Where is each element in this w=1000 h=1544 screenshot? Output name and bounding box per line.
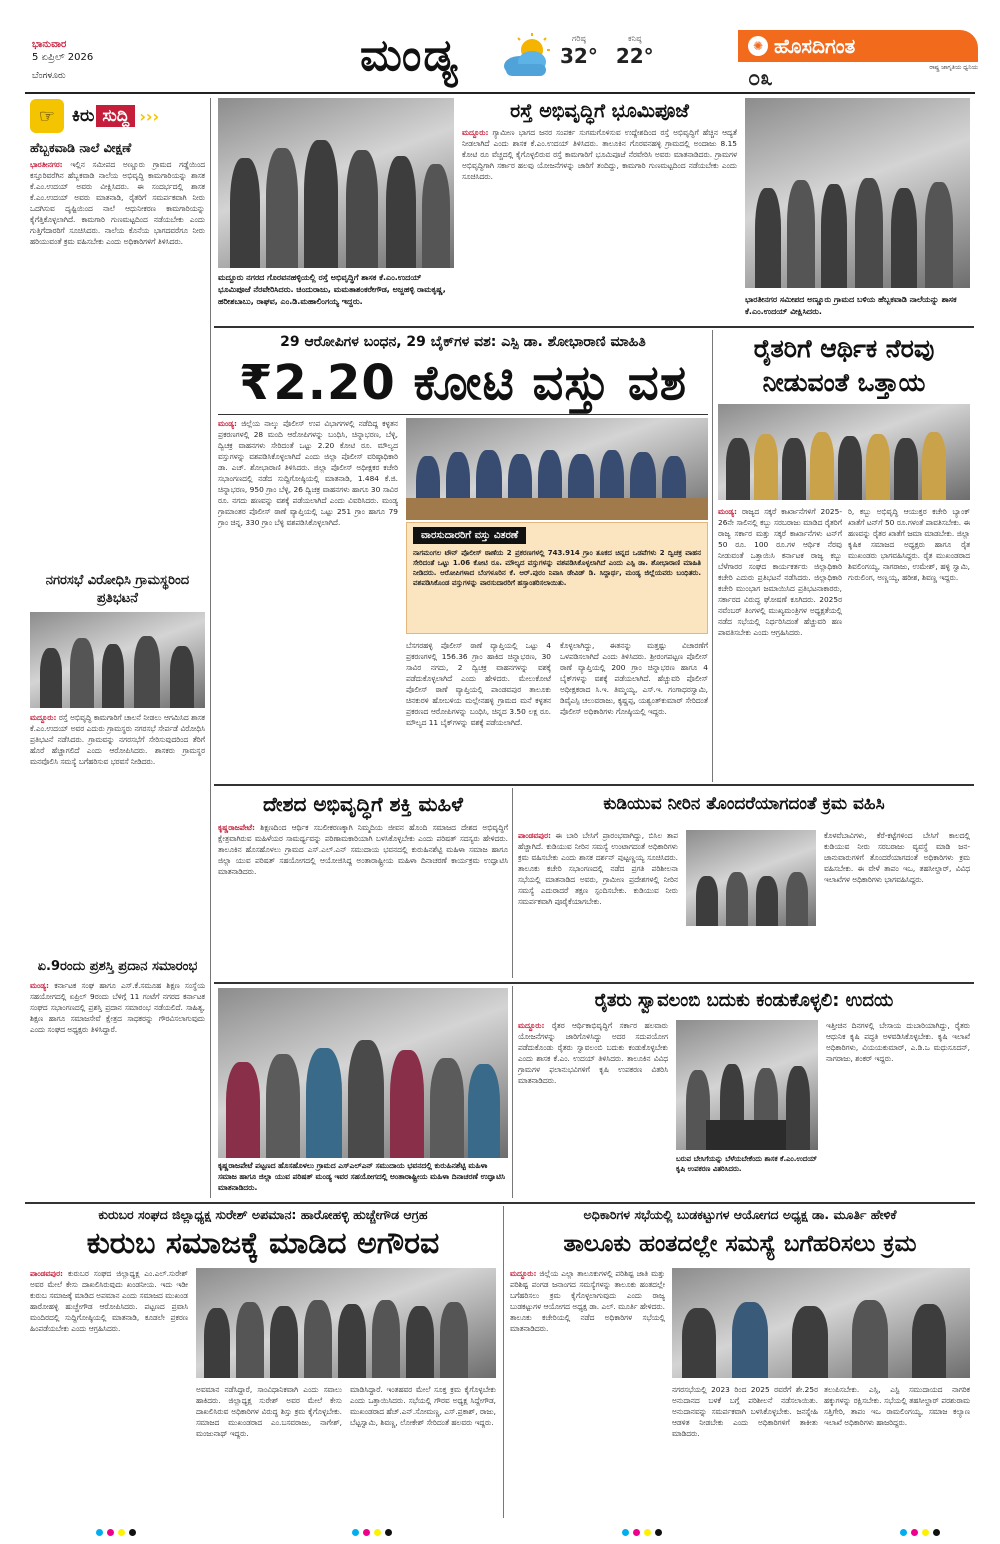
protest-photo: [30, 612, 205, 708]
brief-award: ಏ.9ರಂದು ಪ್ರಶಸ್ತಿ ಪ್ರದಾನ ಸಮಾರಂಭ ಮಂಡ್ಯ: ಕರ್ನಾಟಕ ಸಂಘ ಹಾಗೂ ಎಸ್.ಕೆ.ಸಮೂಹ ಶಿಕ್ಷಣ ಸಂಸ್ಥೆಯ ಸಹಯೋಗದಲ್ಲಿ ಏಪ್ರಿಲ್ 9ರಂದು ಬೆಳಿಗ್ಗೆ 11 ಗಂಟೆಗೆ ನಗರದ ಕರ್ನಾಟಕ ಸಂಘದ ಸಭಾಂಗಣದಲ್ಲಿ ಪ್ರಶಸ್ತಿ ಪ್ರದಾನ ಸಮಾರಂಭ ನಡೆಯಲಿದೆ. ಸಾಹಿತ್ಯ, ಶಿಕ್ಷಣ ಹಾಗೂ ಸಮಾಜಸೇವೆ ಕ್ಷೇತ್ರದ ಸಾಧಕರನ್ನು ಗೌರವಿಸಲಾಗುವುದು ಎಂದು ಸಂಘದ ಅಧ್ಯಕ್ಷರು ತಿಳಿಸಿದ್ದಾರೆ.: [30, 959, 205, 1034]
brief-title: ಹೆಬ್ಬಕವಾಡಿ ನಾಲೆ ವೀಕ್ಷಣೆ: [30, 140, 132, 155]
row-divider: [25, 1202, 975, 1204]
story-women: ದೇಶದ ಅಭಿವೃದ್ಧಿಗೆ ಶಕ್ತಿ ಮಹಿಳೆ ಕೃಷ್ಣರಾಜಪೇಟೆ: ಶಿಕ್ಷಣದಿಂದ ಆರ್ಥಿಕ ಸಬಲೀಕರಣಕ್ಕಾಗಿ ನಿಮ್ಮದಿಯ ಜೀವನ ಹೊಂದಿ ಸಮಾಜದ ದೇಶದ ಅಭಿವೃದ್ಧಿಗೆ ಕ್ಷೇತ್ರವಾಗಿರುವ ಮಹಿಳೆಯರ ಸಾಮರ್ಥ್ಯವನ್ನು ಪರಿಣಾಮಕಾರಿಯಾಗಿ ಬಳಸಿಕೊಳ್ಳಬೇಕು ಎಂದು ಪರಿಷತ್ ಸದಸ್ಯರು ಹೇಳಿದರು. ತಾಲೂಕಿನ ಹೊಸಹೊಳಲು ಗ್ರಾಮದ ಎಸ್.ಎಲ್.ಎನ್ ಸಮುದಾಯ ಭವನದಲ್ಲಿ ಕುರುಹಿನಶೆಟ್ಟಿ ಮಹಿಳಾ ಸಮಾಜ ಹಾಗೂ ಜಿಲ್ಲಾ ಯುವ ಪರಿಷತ್ ಸಹಯೋಗದಲ್ಲಿ ಆಯೋಜಿಸಿದ್ದ ಅಂತಾರಾಷ್ಟ್ರೀಯ ಮಹಿಳಾ ದಿನಾಚರಣೆ ಕಾರ್ಯಕ್ರಮ ಉದ್ಘಾಟಿಸಿ ಮಾತನಾಡಿದರು.: [218, 792, 508, 876]
story-body: ಜಿಲ್ಲೆಯ ಎಲ್ಲಾ ತಾಲೂಕುಗಳಲ್ಲಿ ಪರಿಶಿಷ್ಟ ಜಾತಿ ಮತ್ತು ಪರಿಶಿಷ್ಟ ಪಂಗಡ ಜನಾಂಗದ ಸಮಸ್ಯೆಗಳನ್ನು ತಾಲೂಕು ಹಂತದಲ್ಲೇ ಬಗೆಹರಿಸಲು ಕ್ರಮ ಕೈಗೊಳ್ಳಲಾಗುವುದು ಎಂದು ರಾಜ್ಯ ಬುಡಕಟ್ಟುಗಳ ಆಯೋಗದ ಅಧ್ಯಕ್ಷ ಡಾ. ಎಲ್. ಮೂರ್ತಿ ಹೇಳಿದರು. ತಾಲೂಕು ಕಚೇರಿಯಲ್ಲಿ ನಡೆದ ಅಧಿಕಾರಿಗಳ ಸಭೆಯಲ್ಲಿ ಮಾತನಾಡಿದರು.: [510, 1269, 665, 1333]
brief-hebbakavadi: ಹೆಬ್ಬಕವಾಡಿ ನಾಲೆ ವೀಕ್ಷಣೆ ಭಾರತೀನಗರ: ಇಲ್ಲಿನ ಸಮೀಪದ ಅಣ್ಣೂರು ಗ್ರಾಮದ ಗಡ್ಡೆಯಿಂದ ಕಸ್ತೂರಿವರೆಗಿನ ಹೆಬ್ಬಕವಾಡಿ ನಾಲೆಯ ಅಭಿವೃದ್ಧಿ ಕಾಮಗಾರಿಯನ್ನು ಶಾಸಕ ಕೆ.ಎಂ.ಉದಯ್ ಅವರು ವೀಕ್ಷಿಸಿದರು. ಈ ಸಂದರ್ಭದಲ್ಲಿ ಶಾಸಕ ಕೆ.ಎಂ.ಉದಯ್ ಅವರು ಮಾತನಾಡಿ, ರೈತರಿಗೆ ಸಮರ್ಪಕವಾಗಿ ನೀರು ಒದಗಿಸುವ ದೃಷ್ಟಿಯಿಂದ ನಾಲೆ ಆಧುನೀಕರಣ ಕಾಮಗಾರಿಯನ್ನು ಕೈಗೆತ್ತಿಕೊಳ್ಳಲಾಗಿದೆ. ಕಾಮಗಾರಿ ಗುಣಮಟ್ಟದಿಂದ ನಡೆಯಬೇಕು ಎಂದು ಗುತ್ತಿಗೆದಾರರಿಗೆ ಸೂಚಿಸಿದರು. ನಾಲೆಯ ಕೊನೆಯ ಭಾಗದವರೆಗೂ ನೀರು ಹರಿಯುವಂತೆ ಕ್ರಮ ವಹಿಸಬೇಕು ಎಂದು ಅಧಿಕಾರಿಗಳಿಗೆ ತಿಳಿಸಿದರು.: [30, 140, 205, 246]
sun-cloud-icon: [498, 32, 558, 82]
road-puja-photo: [218, 98, 454, 268]
temperature-block: [560, 34, 654, 68]
canal-photo-caption: ಭಾರತೀನಗರ ಸಮೀಪದ ಅಣ್ಣೂರು ಗ್ರಾಮದ ಬಳಿಯ ಹೆಬ್ಬಕವಾಡಿ ನಾಲೆಯನ್ನು ಶಾಸಕ ಕೆ.ಎಂ.ಉದಯ್ ವೀಕ್ಷಿಸಿದರು.: [745, 295, 957, 316]
officers-meeting-photo: [672, 1268, 970, 1378]
story-title: ರೈತರಿಗೆ ಆರ್ಥಿಕ ನೆರವು ನೀಡುವಂತೆ ಒತ್ತಾಯ: [753, 334, 935, 397]
story-body: ರಾಜ್ಯದ ಸಕ್ಕರೆ ಕಾರ್ಖಾನೆಗಳಿಗೆ 2025-26ನೇ ಸಾಲಿನಲ್ಲಿ ಕಬ್ಬು ಸರಬರಾಜು ಮಾಡಿದ ರೈತರಿಗೆ ರಾಜ್ಯ ಸರ್ಕಾರ ಮತ್ತು ಸಕ್ಕರೆ ಕಾರ್ಖಾನೆಗಳು ಟನ್‌ಗೆ 50 ರೂ. 100 ರೂ.ಗಳ ಆರ್ಥಿಕ ನೆರವು ನೀಡುವಂತೆ ಒತ್ತಾಯಿಸಿ ಕರ್ನಾಟಕ ರಾಜ್ಯ ಕಬ್ಬು ಬೆಳೆಗಾರರ ಸಂಘದ ಕಾರ್ಯಕರ್ತರು ಜಿಲ್ಲಾಧಿಕಾರಿ ಕಚೇರಿ ಎದುರು ಪ್ರತಿಭಟನೆ ನಡೆಸಿದರು. ಜಿಲ್ಲಾಧಿಕಾರಿ ಕಚೇರಿ ಮುಂಭಾಗ ಜಮಾಯಿಸಿದ ಪ್ರತಿಭಟನಾಕಾರರು, ಸರ್ಕಾರದ ವಿರುದ್ಧ ಘೋಷಣೆ ಕೂಗಿದರು. 2025ರ ನವೆಂಬರ್ ತಿಂಗಳಲ್ಲಿ ಮುಖ್ಯಮಂತ್ರಿಗಳ ಅಧ್ಯಕ್ಷತೆಯಲ್ಲಿ ನಡೆದ ಸಭೆಯಲ್ಲಿ ನಿರ್ಧರಿಸಿದಂತೆ ಹೆಚ್ಚುವರಿ ಹಣ ಪಾವತಿಸಬೇಕು ಎಂದು ಆಗ್ರಹಿಸಿದರು.: [718, 507, 842, 637]
story-body: ಈ ಬಾರಿ ಬೇಸಿಗೆ ಪ್ರಾರಂಭವಾಗಿದ್ದು, ಬಿಸಿಲ ತಾಪ ಹೆಚ್ಚಾಗಿದೆ. ಕುಡಿಯುವ ನೀರಿನ ಸಮಸ್ಯೆ ಉಂಟಾಗದಂತೆ ಅಧಿಕಾರಿಗಳು ಕ್ರಮ ವಹಿಸಬೇಕು ಎಂದು ಶಾಸಕ ದರ್ಶನ್ ಪುಟ್ಟಣ್ಣಯ್ಯ ಸೂಚಿಸಿದರು. ತಾಲೂಕು ಕಚೇರಿ ಸಭಾಂಗಣದಲ್ಲಿ ನಡೆದ ಪ್ರಗತಿ ಪರಿಶೀಲನಾ ಸಭೆಯಲ್ಲಿ ಮಾತನಾಡಿದ ಅವರು, ಗ್ರಾಮೀಣ ಪ್ರದೇಶಗಳಲ್ಲಿ ನೀರಿನ ಸಮಸ್ಯೆ ಎದುರಾದರೆ ತಕ್ಷಣ ಸ್ಪಂದಿಸಬೇಕು. ಕುಡಿಯುವ ನೀರು ಸಮರ್ಪಕವಾಗಿ ಪೂರೈಕೆಯಾಗಬೇಕು.: [518, 831, 678, 906]
lamp-icon: ✺: [748, 36, 768, 56]
story-title: ದೇಶದ ಅಭಿವೃದ್ಧಿಗೆ ಶಕ್ತಿ ಮಹಿಳೆ: [263, 792, 463, 816]
story-title: ಕುರುಬ ಸಮಾಜಕ್ಕೆ ಮಾಡಿದ ಅಗೌರವ: [86, 1226, 440, 1261]
registration-marks: [622, 1529, 662, 1536]
page-number: ೦೩: [748, 66, 773, 91]
road-photo-caption: ಮದ್ದೂರು ನಗರದ ಗೊರವನಹಳ್ಳಿಯಲ್ಲಿ ರಸ್ತೆ ಅಭಿವೃದ್ಧಿಗೆ ಶಾಸಕ ಕೆ.ಎಂ.ಉದಯ್ ಭೂಮಿಪೂಜೆ ನೆರವೇರಿಸಿದರು. ಚಿಂದುರಾಜು, ಮಮತಾಶಂಕರೇಗೌಡ, ಅಜ್ಜಹಳ್ಳಿ ರಾಮಕೃಷ್ಣ, ಹರೀಶಬಾಬು, ರಾಘವ, ಎಂ.ಡಿ.ಮಹಾಲಿಂಗಯ್ಯ ಇದ್ದರು.: [218, 273, 446, 306]
box-title: ವಾರಸುದಾರರಿಗೆ ವಸ್ತು ವಿತರಣೆ: [413, 527, 526, 544]
date-label: 5 ಏಪ್ರಿಲ್ 2026: [32, 52, 94, 63]
seizure-col-2: [406, 640, 551, 780]
equipment-photo-caption: ಬರುವ ಬೇಸಿಗೆಯನ್ನು ಬೆಳೆಯಬೇಕೆಂದು ಶಾಸಕ ಕೆ.ಎಂ.ಉದಯ್ ಕೃಷಿ ಉಪಕರಣ ವಿತರಿಸಿದರು.: [676, 1155, 818, 1173]
chevron-right-icon: ›››: [139, 106, 160, 126]
story-body: ಗ್ಯಾಮೀಣ ಭಾಗದ ಜನರ ಸಂಪರ್ಕ ಸುಗಮಗೊಳಿಸುವ ಉದ್ದೇಶದಿಂದ ರಸ್ತೆ ಅಭಿವೃದ್ಧಿಗೆ ಹೆಚ್ಚಿನ ಆದ್ಯತೆ ನೀಡಲಾಗಿದೆ ಎಂದು ಶಾಸಕ ಕೆ.ಎಂ.ಉದಯ್ ತಿಳಿಸಿದರು. ತಾಲೂಕಿನ ಗೊರವನಹಳ್ಳಿ ಗ್ರಾಮದಲ್ಲಿ ಅಂದಾಜು 8.15 ಕೋಟಿ ರೂ ವೆಚ್ಚದಲ್ಲಿ ಕೈಗೊಳ್ಳಲಿರುವ ರಸ್ತೆ ಕಾಮಗಾರಿಗೆ ಭೂಮಿಪೂಜೆ ನೆರವೇರಿಸಿ ಅವರು ಮಾತನಾಡಿದರು. ಗ್ರಾಮಗಳ ಅಭಿವೃದ್ಧಿಗಾಗಿ ಸರ್ಕಾರ ಹಲವು ಯೋಜನೆಗಳನ್ನು ಜಾರಿಗೆ ತಂದಿದ್ದು, ಕಾಮಗಾರಿ ಗುಣಮಟ್ಟದಿಂದ ನಡೆಯಬೇಕು ಎಂದು ಸೂಚಿಸಿದರು.: [462, 128, 737, 181]
brief-protest: ನಗರಸಭೆ ವಿರೋಧಿಸಿ ಗ್ರಾಮಸ್ಥರಿಂದ ಪ್ರತಿಭಟನೆ ಮದ್ದೂರು: ರಸ್ತೆ ಅಭಿವೃದ್ಧಿ ಕಾಮಗಾರಿಗೆ ಚಾಲನೆ ನೀಡಲು ಆಗಮಿಸಿದ ಶಾಸಕ ಕೆ.ಎಂ.ಉದಯ್ ಅವರ ಎದುರು ಗ್ರಾಮಸ್ಥರು ನಗರಸಭೆ ಸೇರ್ಪಡೆ ವಿರೋಧಿಸಿ ಪ್ರತಿಭಟನೆ ನಡೆಸಿದರು. ಗ್ರಾಮವನ್ನು ನಗರಸಭೆಗೆ ಸೇರಿಸುವುದರಿಂದ ತೆರಿಗೆ ಹೊರೆ ಹೆಚ್ಚಾಗಲಿದೆ ಎಂದು ಆರೋಪಿಸಿದರು. ಶಾಸಕರು ಗ್ರಾಮಸ್ಥರ ಮನವೊಲಿಸಿ ಸಮಸ್ಯೆ ಬಗೆಹರಿಸುವ ಭರವಸೆ ನೀಡಿದರು.: [30, 573, 205, 766]
story-water: [518, 790, 970, 818]
seizure-col-1: ಮಂಡ್ಯ: ಜಿಲ್ಲೆಯ ನಾಲ್ಕು ಪೊಲೀಸ್ ಉಪ ವಿಭಾಗಗಳಲ್ಲಿ ನಡೆದಿದ್ದ ಕಳ್ಳತನ ಪ್ರಕರಣಗಳಲ್ಲಿ 28 ಮಂದಿ ಆರೋಪಿಗಳನ್ನು ಬಂಧಿಸಿ, ಚಿನ್ನಾಭರಣ, ಬೆಳ್ಳಿ, ದ್ವಿಚಕ್ರ ವಾಹನಗಳು ಸೇರಿದಂತೆ ಒಟ್ಟು 2.20 ಕೋಟಿ ರೂ. ಮೌಲ್ಯದ ವಸ್ತುಗಳನ್ನು ವಶಪಡಿಸಿಕೊಳ್ಳಲಾಗಿದೆ ಎಂದು ಜಿಲ್ಲಾ ಪೊಲೀಸ್ ವರಿಷ್ಠಾಧಿಕಾರಿ ಡಾ. ಎಚ್. ಶೋಭಾರಾಣಿ ತಿಳಿಸಿದರು. ಜಿಲ್ಲಾ ಪೊಲೀಸ್ ಅಧೀಕ್ಷಕರ ಕಚೇರಿ ಸಭಾಂಗಣದಲ್ಲಿ ನಡೆದ ಸುದ್ದಿಗೋಷ್ಠಿಯಲ್ಲಿ ಮಾತನಾಡಿ, 1.484 ಕೆ.ಜಿ. ಚಿನ್ನಾಭರಣ, 950 ಗ್ರಾಂ ಬೆಳ್ಳಿ, 26 ದ್ವಿಚಕ್ರ ವಾಹನಗಳು ಹಾಗೂ 30 ಸಾವಿರ ರೂ. ನಗದು ಹಣವನ್ನು ವಶಕ್ಕೆ ಪಡೆಯಲಾಗಿದೆ ಎಂದು ವಿವರಿಸಿದರು. ಮಂಡ್ಯ ಗ್ರಾಮಾಂತರ ಪೊಲೀಸ್ ಠಾಣೆ ವ್ಯಾಪ್ತಿಯಲ್ಲಿ ಒಟ್ಟು 251 ಗ್ರಾಂ ಹಾಗೂ 79 ಗ್ರಾಂ ಚಿನ್ನ, 330 ಗ್ರಾಂ ಬೆಳ್ಳಿ ವಶಪಡಿಸಿಕೊಳ್ಳಲಾಗಿದೆ.: [218, 419, 398, 527]
story-kicker: ಅಧಿಕಾರಿಗಳ ಸಭೆಯಲ್ಲಿ ಬುಡಕಟ್ಟುಗಳ ಆಯೋಗದ ಅಧ್ಯಕ್ಷ ಡಾ. ಮೂರ್ತಿ ಹೇಳಿಕೆ: [583, 1207, 897, 1222]
brief-title: ನಗರಸಭೆ ವಿರೋಧಿಸಿ ಗ್ರಾಮಸ್ಥರಿಂದ ಪ್ರತಿಭಟನೆ: [45, 573, 190, 606]
canal-inspection-photo: [745, 98, 970, 288]
column-divider: [210, 98, 211, 1198]
registration-marks: [900, 1529, 940, 1536]
brand-name: ಹೊಸದಿಗಂತ: [774, 34, 856, 58]
story-body: ಕೊಳ್ಳಲಾಗಿದ್ದು, ಈತನನ್ನು ಮತ್ತಷ್ಟು ವಿಚಾರಣೆಗೆ ಒಳಪಡಿಸಲಾಗಿದೆ ಎಂದು ತಿಳಿಸಿದರು. ಶ್ರೀರಂಗಪಟ್ಟಣ ಪೊಲೀಸ್ ಠಾಣೆ ವ್ಯಾಪ್ತಿಯಲ್ಲಿ 200 ಗ್ರಾಂ ಚಿನ್ನಾಭರಣ ಹಾಗೂ 4 ಬೈಕ್‌ಗಳನ್ನು ವಶಕ್ಕೆ ಪಡೆಯಲಾಗಿದೆ. ಹೆಚ್ಚುವರಿ ಪೊಲೀಸ್ ಅಧೀಕ್ಷಕರಾದ ಸಿ.ಇ. ತಿಮ್ಮಯ್ಯ, ಎಸ್.ಇ. ಗಂಗಾಧರಸ್ವಾಮಿ, ಡಿವೈಎಸ್ಪಿ ಚಲುವರಾಜು, ಕೃಷ್ಣಪ್ಪ, ಯಶ್ವಂತ್‌ಕುಮಾರ್ ಸೇರಿದಂತೆ ಪೊಲೀಸ್ ಅಧಿಕಾರಿಗಳು ಗೋಷ್ಠಿಯಲ್ಲಿ ಇದ್ದರು.: [560, 641, 708, 716]
page-title: ಮಂಡ್ಯ: [360, 30, 460, 81]
story-title: ₹2.20 ಕೋಟಿ ವಸ್ತು ವಶ: [238, 355, 688, 411]
story-body: ರೈತರ ಆರ್ಥಿಕಾಭಿವೃದ್ಧಿಗೆ ಸರ್ಕಾರ ಹಲವಾರು ಯೋಜನೆಗಳನ್ನು ಜಾರಿಗೊಳಿಸಿದ್ದು ಅದರ ಸದುಪಯೋಗ ಪಡೆದುಕೊಂಡು ರೈತರು ಸ್ವಾವಲಂಬಿ ಬದುಕು ಕಂಡುಕೊಳ್ಳಬೇಕು ಎಂದು ಶಾಸಕ ಕೆ.ಎಂ. ಉದಯ್ ತಿಳಿಸಿದರು. ತಾಲೂಕಿನ ವಿವಿಧ ಗ್ರಾಮಗಳ ಫಲಾನುಭವಿಗಳಿಗೆ ಕೃಷಿ ಉಪಕರಣ ವಿತರಿಸಿ ಮಾತನಾಡಿದರು.: [518, 1021, 668, 1085]
masthead-divider: [25, 92, 975, 94]
story-body: ನಗರಸಭೆಯಲ್ಲಿ 2023 ರಿಂದ 2025 ರವರೆಗೆ ಶೇ.25ರ ಅನುದಾನದ ಬಳಕೆ ಬಗ್ಗೆ ಪರಿಶೀಲನೆ ನಡೆಸಲಾಯಿತು. ಅನುದಾನವನ್ನು ಸಮರ್ಪಕವಾಗಿ ಬಳಸಿಕೊಳ್ಳಬೇಕು. ಜನಸ್ನೇಹಿ ಆಡಳಿತ ನೀಡಬೇಕು ಎಂದು ಅಧಿಕಾರಿಗಳಿಗೆ ತಾಕೀತು ಮಾಡಿದರು.: [672, 1385, 818, 1438]
distribution-box: [406, 522, 708, 634]
row-divider: [214, 982, 974, 984]
brand-tagline: ರಾಷ್ಟ್ರ ಜಾಗೃತಿಯ ಧ್ವನಿಯ: [929, 64, 978, 71]
story-body: ರಿ, ಕಬ್ಬು ಅಭಿವೃದ್ಧಿ ಆಯುಕ್ತರ ಕಚೇರಿ ಬ್ಯಾಂಕ್ ಖಾತೆಗೆ ಟನ್‌ಗೆ 50 ರೂ.ಗಳಂತೆ ಪಾವತಿಸಬೇಕು. ಈ ಹಣವನ್ನು ರೈತರ ಖಾತೆಗೆ ಜಮಾ ಮಾಡಬೇಕು. ಜಿಲ್ಲಾ ಕೃಷಿಕ ಸಮಾಜದ ಅಧ್ಯಕ್ಷರು ಹಾಗೂ ರೈತ ಮುಖಂಡರು ಭಾಗವಹಿಸಿದ್ದರು. ರೈತ ಮುಖಂಡರಾದ ಶಿವಲಿಂಗಯ್ಯ, ನಾಗರಾಜು, ಉಮೇಶ್, ಹಳ್ಳಿ ಸ್ವಾಮಿ, ಗುರುಲಿಂಗ, ಅಣ್ಣಯ್ಯ, ಹರೀಶ, ಶಿವಣ್ಣ ಇದ್ದರು.: [848, 507, 970, 582]
location-label: ಬೆಂಗಳೂರು: [32, 71, 66, 81]
story-body: ಕೊಳವೆಬಾವಿಗಳು, ಕೆರೆ-ಕಟ್ಟೆಗಳಿಂದ ಬೇಸಿಗೆ ಕಾಲದಲ್ಲಿ ಕುಡಿಯುವ ನೀರು ಸರಬರಾಜು ವ್ಯವಸ್ಥೆ ಮಾಡಿ ಜನ-ಜಾನುವಾರುಗಳಿಗೆ ತೊಂದರೆಯಾಗದಂತೆ ಅಧಿಕಾರಿಗಳು ಕ್ರಮ ವಹಿಸಬೇಕು. ಈ ವೇಳೆ ತಾಪಂ ಇಒ, ತಹಸೀಲ್ದಾರ್, ವಿವಿಧ ಇಲಾಖೆಗಳ ಅಧಿಕಾರಿಗಳು ಭಾಗವಹಿಸಿದ್ದರು.: [824, 831, 970, 884]
story-title: ರಸ್ತೆ ಅಭಿವೃದ್ಧಿಗೆ ಭೂಮಿಪೂಜೆ: [510, 100, 689, 122]
brief-body: ಇಲ್ಲಿನ ಸಮೀಪದ ಅಣ್ಣೂರು ಗ್ರಾಮದ ಗಡ್ಡೆಯಿಂದ ಕಸ್ತೂರಿವರೆಗಿನ ಹೆಬ್ಬಕವಾಡಿ ನಾಲೆಯ ಅಭಿವೃದ್ಧಿ ಕಾಮಗಾರಿಯನ್ನು ಶಾಸಕ ಕೆ.ಎಂ.ಉದಯ್ ಅವರು ವೀಕ್ಷಿಸಿದರು. ಈ ಸಂದರ್ಭದಲ್ಲಿ ಶಾಸಕ ಕೆ.ಎಂ.ಉದಯ್ ಅವರು ಮಾತನಾಡಿ, ರೈತರಿಗೆ ಸಮರ್ಪಕವಾಗಿ ನೀರು ಒದಗಿಸುವ ದೃಷ್ಟಿಯಿಂದ ನಾಲೆ ಆಧುನೀಕರಣ ಕಾಮಗಾರಿಯನ್ನು ಕೈಗೆತ್ತಿಕೊಳ್ಳಲಾಗಿದೆ. ಕಾಮಗಾರಿ ಗುಣಮಟ್ಟದಿಂದ ನಡೆಯಬೇಕು ಎಂದು ಗುತ್ತಿಗೆದಾರರಿಗೆ ಸೂಚಿಸಿದರು. ನಾಲೆಯ ಕೊನೆಯ ಭಾಗದವರೆಗೂ ನೀರು ಹರಿಯುವಂತೆ ಕ್ರಮ ವಹಿಸಬೇಕು ಎಂದು ಅಧಿಕಾರಿಗಳಿಗೆ ತಿಳಿಸಿದರು.: [30, 160, 205, 246]
date-block: [32, 38, 93, 83]
row-divider: [214, 784, 974, 786]
box-body: ನಾಗಮಂಗಲ ಟೌನ್ ಪೊಲೀಸ್ ಠಾಣೆಯ 2 ಪ್ರಕರಣಗಳಲ್ಲಿ 743.914 ಗ್ರಾಂ ತೂಕದ ಚಿನ್ನದ ಒಡವೆಗಳು 2 ದ್ವಿಚಕ್ರ ವಾಹನ ಸೇರಿದಂತೆ ಒಟ್ಟು 1.06 ಕೋಟಿ ರೂ. ಮೌಲ್ಯದ ವಸ್ತುಗಳನ್ನು ವಶಪಡಿಸಿಕೊಳ್ಳಲಾಗಿದೆ ಎಂದು ಎಸ್ಪಿ ಡಾ. ಶೋಭಾರಾಣಿ ಮಾಹಿತಿ ನೀಡಿದರು. ಆರೋಪಿಗಳಾದ ಬೆಂಗಳೂರಿನ ಕೆ. ಆರ್.ಪುರಂ ನಿವಾಸಿ ಡೇವಿಡ್ ಡಿ. ಸಿದ್ದಾರ್ಥ, ಮಂಡ್ಯ ಜಿಲ್ಲೆಯವರು ಬಂಧಿತರು. ವಶಪಡಿಸಿಕೊಂಡ ವಸ್ತುಗಳನ್ನು ವಾರಸುದಾರರಿಗೆ ಹಸ್ತಾಂತರಿಸಲಾಯಿತು.: [413, 549, 701, 587]
story-farmers: [718, 332, 970, 400]
row-divider: [214, 326, 974, 328]
story-kuruba: [30, 1206, 496, 1264]
farmers-protest-photo: [718, 404, 970, 500]
registration-marks: [352, 1529, 392, 1536]
equipment-photo: [676, 1020, 818, 1150]
day-label: ಭಾನುವಾರ: [32, 39, 67, 50]
womens-day-photo: [218, 988, 508, 1158]
brief-title: ಏ.9ರಂದು ಪ್ರಶಸ್ತಿ ಪ್ರದಾನ ಸಮಾರಂಭ: [37, 959, 198, 974]
story-body: ಜಿಲ್ಲೆಯ ನಾಲ್ಕು ಪೊಲೀಸ್ ಉಪ ವಿಭಾಗಗಳಲ್ಲಿ ನಡೆದಿದ್ದ ಕಳ್ಳತನ ಪ್ರಕರಣಗಳಲ್ಲಿ 28 ಮಂದಿ ಆರೋಪಿಗಳನ್ನು ಬಂಧಿಸಿ, ಚಿನ್ನಾಭರಣ, ಬೆಳ್ಳಿ, ದ್ವಿಚಕ್ರ ವಾಹನಗಳು ಸೇರಿದಂತೆ ಒಟ್ಟು 2.20 ಕೋಟಿ ರೂ. ಮೌಲ್ಯದ ವಸ್ತುಗಳನ್ನು ವಶಪಡಿಸಿಕೊಳ್ಳಲಾಗಿದೆ ಎಂದು ಜಿಲ್ಲಾ ಪೊಲೀಸ್ ವರಿಷ್ಠಾಧಿಕಾರಿ ಡಾ. ಎಚ್. ಶೋಭಾರಾಣಿ ತಿಳಿಸಿದರು. ಜಿಲ್ಲಾ ಪೊಲೀಸ್ ಅಧೀಕ್ಷಕರ ಕಚೇರಿ ಸಭಾಂಗಣದಲ್ಲಿ ನಡೆದ ಸುದ್ದಿಗೋಷ್ಠಿಯಲ್ಲಿ ಮಾತನಾಡಿ, 1.484 ಕೆ.ಜಿ. ಚಿನ್ನಾಭರಣ, 950 ಗ್ರಾಂ ಬೆಳ್ಳಿ, 26 ದ್ವಿಚಕ್ರ ವಾಹನಗಳು ಹಾಗೂ 30 ಸಾವಿರ ರೂ. ನಗದು ಹಣವನ್ನು ವಶಕ್ಕೆ ಪಡೆಯಲಾಗಿದೆ ಎಂದು ವಿವರಿಸಿದರು. ಮಂಡ್ಯ ಗ್ರಾಮಾಂತರ ಪೊಲೀಸ್ ಠಾಣೆ ವ್ಯಾಪ್ತಿಯಲ್ಲಿ ಒಟ್ಟು 251 ಗ್ರಾಂ ಹಾಗೂ 79 ಗ್ರಾಂ ಚಿನ್ನ, 330 ಗ್ರಾಂ ಬೆಳ್ಳಿ ವಶಪಡಿಸಿಕೊಳ್ಳಲಾಗಿದೆ.: [218, 419, 398, 527]
min-temp: ಕನಿಷ್ಠ 22°: [615, 34, 654, 68]
story-body: ತಲುಪಿಸಬೇಕು. ಎಸ್ಸಿ, ಎಸ್ಟಿ ಸಮುದಾಯದ ನಾಗರಿಕ ಹಕ್ಕುಗಳನ್ನು ರಕ್ಷಿಸಬೇಕು. ಸಭೆಯಲ್ಲಿ ತಹಸೀಲ್ದಾರ್ ಪರಶುರಾಮ ಸತ್ತಿಗೇರಿ, ತಾಪಂ ಇಒ ರಾಮಲಿಂಗಯ್ಯ, ಸಮಾಜ ಕಲ್ಯಾಣ ಇಲಾಖೆ ಅಧಿಕಾರಿಗಳು ಹಾಜರಿದ್ದರು.: [824, 1385, 970, 1427]
kuruba-press-photo: [196, 1268, 496, 1378]
story-body: ಕುರುಬರ ಸಂಘದ ಜಿಲ್ಲಾಧ್ಯಕ್ಷ ಎಂ.ಎಲ್.ಸುರೇಶ್ ಅವರ ಮೇಲೆ ಕೇಸು ದಾಖಲಿಸಿರುವುದು ಖಂಡನೀಯ. ಇದು ಇಡೀ ಕುರುಬ ಸಮಾಜಕ್ಕೆ ಮಾಡಿದ ಅಪಮಾನ ಎಂದು ಸಮಾಜದ ಮುಖಂಡ ಹಾರೋಹಳ್ಳಿ ಹುಚ್ಚೇಗೌಡ ಆರೋಪಿಸಿದರು. ಪಟ್ಟಣದ ಪ್ರವಾಸಿ ಮಂದಿರದಲ್ಲಿ ಸುದ್ದಿಗೋಷ್ಠಿಯಲ್ಲಿ ಮಾತನಾಡಿ, ಕೂಡಲೇ ಪ್ರಕರಣ ಹಿಂಪಡೆಯಬೇಕು ಎಂದು ಆಗ್ರಹಿಸಿದರು.: [30, 1269, 188, 1333]
story-kicker: 29 ಆರೋಪಿಗಳ ಬಂಧನ, 29 ಬೈಕ್‌ಗಳ ವಶ: ಎಸ್ಪಿ ಡಾ. ಶೋಭಾರಾಣಿ ಮಾಹಿತಿ: [280, 334, 646, 350]
story-title: ತಾಲೂಕು ಹಂತದಲ್ಲೇ ಸಮಸ್ಯೆ ಬಗೆಹರಿಸಲು ಕ್ರಮ: [563, 1231, 917, 1257]
womens-photo-caption: ಕೃಷ್ಣರಾಜಪೇಟೆ ಪಟ್ಟಣದ ಹೊಸಹೊಳಲು ಗ್ರಾಮದ ಎಸ್‌ಎಲ್‌ಎನ್ ಸಮುದಾಯ ಭವನದಲ್ಲಿ ಕುರುಹಿನಶೆಟ್ಟಿ ಮಹಿಳಾ ಸಮಾಜ ಹಾಗೂ ಜಿಲ್ಲಾ ಯುವ ಪರಿಷತ್ ಮಂಡ್ಯ ಇವರ ಸಹಯೋಗದಲ್ಲಿ ಅಂತಾರಾಷ್ಟ್ರೀಯ ಮಹಿಳಾ ದಿನಾಚರಣೆ ಉದ್ಘಾಟಿಸಿ ಮಾತನಾಡಿದರು.: [218, 1161, 506, 1192]
seizure-col-3: [560, 640, 708, 780]
story-kicker: ಕುರುಬರ ಸಂಘದ ಜಿಲ್ಲಾಧ್ಯಕ್ಷ ಸುರೇಶ್ ಅಪಮಾನ: ಹಾರೋಹಳ್ಳಿ ಹುಚ್ಚೇಗೌಡ ಆಗ್ರಹ: [98, 1207, 428, 1222]
story-road: ರಸ್ತೆ ಅಭಿವೃದ್ಧಿಗೆ ಭೂಮಿಪೂಜೆ ಮದ್ದೂರು: ಗ್ಯಾಮೀಣ ಭಾಗದ ಜನರ ಸಂಪರ್ಕ ಸುಗಮಗೊಳಿಸುವ ಉದ್ದೇಶದಿಂದ ರಸ್ತೆ ಅಭಿವೃದ್ಧಿಗೆ ಹೆಚ್ಚಿನ ಆದ್ಯತೆ ನೀಡಲಾಗಿದೆ ಎಂದು ಶಾಸಕ ಕೆ.ಎಂ.ಉದಯ್ ತಿಳಿಸಿದರು. ತಾಲೂಕಿನ ಗೊರವನಹಳ್ಳಿ ಗ್ರಾಮದಲ್ಲಿ ಅಂದಾಜು 8.15 ಕೋಟಿ ರೂ ವೆಚ್ಚದಲ್ಲಿ ಕೈಗೊಳ್ಳಲಿರುವ ರಸ್ತೆ ಕಾಮಗಾರಿಗೆ ಭೂಮಿಪೂಜೆ ನೆರವೇರಿಸಿ ಅವರು ಮಾತನಾಡಿದರು. ಗ್ರಾಮಗಳ ಅಭಿವೃದ್ಧಿಗಾಗಿ ಸರ್ಕಾರ ಹಲವು ಯೋಜನೆಗಳನ್ನು ಜಾರಿಗೆ ತಂದಿದ್ದು, ಕಾಮಗಾರಿ ಗುಣಮಟ್ಟದಿಂದ ನಡೆಯಬೇಕು ಎಂದು ಸೂಚಿಸಿದರು.: [462, 100, 737, 181]
story-self-reliance: [518, 988, 970, 1014]
story-title: ಕುಡಿಯುವ ನೀರಿನ ತೊಂದರೆಯಾಗದಂತೆ ಕ್ರಮ ವಹಿಸಿ: [603, 794, 885, 814]
kiru-suddi-badge: ☞ ಕಿರು ಸುದ್ದಿ ›››: [30, 98, 200, 134]
police-press-photo: [406, 418, 708, 520]
story-body: ಮಾಡಿಸಿದ್ದಾರೆ. ಇಂತಹವರ ಮೇಲೆ ಸೂಕ್ತ ಕ್ರಮ ಕೈಗೊಳ್ಳಬೇಕು ಎಂದು ಒತ್ತಾಯಿಸಿದರು. ಸಭೆಯಲ್ಲಿ ಗೌರವ ಅಧ್ಯಕ್ಷ ಸಿದ್ದೇಗೌಡ, ಮುಖಂಡರಾದ ಹೆಚ್.ಎನ್.ಸೋಮಣ್ಣ, ಎಸ್.ಪ್ರಕಾಶ್, ರಾಜು, ಬೆಟ್ಟಸ್ವಾಮಿ, ಶಿವಣ್ಣ, ಲೋಕೇಶ್ ಸೇರಿದಂತೆ ಹಲವರು ಇದ್ದರು.: [350, 1385, 496, 1427]
story-seizure: [218, 332, 708, 414]
story-body: ಶಿಕ್ಷಣದಿಂದ ಆರ್ಥಿಕ ಸಬಲೀಕರಣಕ್ಕಾಗಿ ನಿಮ್ಮದಿಯ ಜೀವನ ಹೊಂದಿ ಸಮಾಜದ ದೇಶದ ಅಭಿವೃದ್ಧಿಗೆ ಕ್ಷೇತ್ರವಾಗಿರುವ ಮಹಿಳೆಯರ ಸಾಮರ್ಥ್ಯವನ್ನು ಪರಿಣಾಮಕಾರಿಯಾಗಿ ಬಳಸಿಕೊಳ್ಳಬೇಕು ಎಂದು ಪರಿಷತ್ ಸದಸ್ಯರು ಹೇಳಿದರು. ತಾಲೂಕಿನ ಹೊಸಹೊಳಲು ಗ್ರಾಮದ ಎಸ್.ಎಲ್.ಎನ್ ಸಮುದಾಯ ಭವನದಲ್ಲಿ ಕುರುಹಿನಶೆಟ್ಟಿ ಮಹಿಳಾ ಸಮಾಜ ಹಾಗೂ ಜಿಲ್ಲಾ ಯುವ ಪರಿಷತ್ ಸಹಯೋಗದಲ್ಲಿ ಆಯೋಜಿಸಿದ್ದ ಅಂತಾರಾಷ್ಟ್ರೀಯ ಮಹಿಳಾ ದಿನಾಚರಣೆ ಕಾರ್ಯಕ್ರಮ ಉದ್ಘಾಟಿಸಿ ಮಾತನಾಡಿದರು.: [218, 823, 508, 876]
pointing-hand-icon: ☞: [30, 99, 64, 133]
masthead: [0, 0, 1000, 95]
registration-marks: [96, 1529, 136, 1536]
story-title: ರೈತರು ಸ್ವಾವಲಂಬಿ ಬದುಕು ಕಂಡುಕೊಳ್ಳಲಿ: ಉದಯ: [594, 990, 894, 1011]
brief-body: ಕರ್ನಾಟಕ ಸಂಘ ಹಾಗೂ ಎಸ್.ಕೆ.ಸಮೂಹ ಶಿಕ್ಷಣ ಸಂಸ್ಥೆಯ ಸಹಯೋಗದಲ್ಲಿ ಏಪ್ರಿಲ್ 9ರಂದು ಬೆಳಿಗ್ಗೆ 11 ಗಂಟೆಗೆ ನಗರದ ಕರ್ನಾಟಕ ಸಂಘದ ಸಭಾಂಗಣದಲ್ಲಿ ಪ್ರಶಸ್ತಿ ಪ್ರದಾನ ಸಮಾರಂಭ ನಡೆಯಲಿದೆ. ಸಾಹಿತ್ಯ, ಶಿಕ್ಷಣ ಹಾಗೂ ಸಮಾಜಸೇವೆ ಕ್ಷೇತ್ರದ ಸಾಧಕರನ್ನು ಗೌರವಿಸಲಾಗುವುದು ಎಂದು ಸಂಘದ ಅಧ್ಯಕ್ಷರು ತಿಳಿಸಿದ್ದಾರೆ.: [30, 981, 205, 1034]
story-body: ಬೆಸಗರಹಳ್ಳಿ ಪೊಲೀಸ್ ಠಾಣೆ ವ್ಯಾಪ್ತಿಯಲ್ಲಿ ಒಟ್ಟು 4 ಪ್ರಕರಣಗಳಲ್ಲಿ 156.36 ಗ್ರಾಂ ಹಾಕಿದ ಚಿನ್ನಾಭರಣ, 30 ಸಾವಿರ ನಗದು, 2 ದ್ವಿಚಕ್ರ ವಾಹನಗಳನ್ನು ವಶಕ್ಕೆ ಪಡೆದುಕೊಳ್ಳಲಾಗಿದೆ ಎಂದು ಹೇಳಿದರು. ಮೇಲುಕೋಟೆ ಪೊಲೀಸ್ ಠಾಣೆ ವ್ಯಾಪ್ತಿಯಲ್ಲಿ ಪಾಂಡವಪುರ ತಾಲೂಕು ಚಿನಕುರಳಿ ಹೋಬಳಿಯ ಮಲ್ಲೇನಹಳ್ಳಿ ಗ್ರಾಮದ ಮನೆ ಕಳ್ಳತನ ಪ್ರಕರಣದ ಆರೋಪಿಗಳನ್ನು ಬಂಧಿಸಿ, ಚಿನ್ನದ 3.50 ಲಕ್ಷ ರೂ. ಮೌಲ್ಯದ 11 ಬೈಕ್‌ಗಳನ್ನು ವಶಕ್ಕೆ ಪಡೆಯಲಾಗಿದೆ.: [406, 641, 551, 727]
story-officers: [510, 1206, 970, 1264]
story-body: ಅವಮಾನ ನಡೆಸಿದ್ದಾರೆ, ಸಾಂವಿಧಾನಿಕವಾಗಿ ಎಂದು ಸವಾಲು ಹಾಕಿದರು. ಜಿಲ್ಲಾಧ್ಯಕ್ಷ ಸುರೇಶ್ ಅವರ ಮೇಲೆ ಕೇಸು ದಾಖಲಿಸಿರುವ ಅಧಿಕಾರಿಗಳ ವಿರುದ್ಧ ಶಿಸ್ತು ಕ್ರಮ ಕೈಗೊಳ್ಳಬೇಕು. ಸಮಾಜದ ಮುಖಂಡರಾದ ಎಂ.ಬಸವರಾಜು, ನಾಗೇಶ್, ಮಂಜುನಾಥ್ ಇದ್ದರು.: [196, 1385, 342, 1438]
brief-body: ರಸ್ತೆ ಅಭಿವೃದ್ಧಿ ಕಾಮಗಾರಿಗೆ ಚಾಲನೆ ನೀಡಲು ಆಗಮಿಸಿದ ಶಾಸಕ ಕೆ.ಎಂ.ಉದಯ್ ಅವರ ಎದುರು ಗ್ರಾಮಸ್ಥರು ನಗರಸಭೆ ಸೇರ್ಪಡೆ ವಿರೋಧಿಸಿ ಪ್ರತಿಭಟನೆ ನಡೆಸಿದರು. ಗ್ರಾಮವನ್ನು ನಗರಸಭೆಗೆ ಸೇರಿಸುವುದರಿಂದ ತೆರಿಗೆ ಹೊರೆ ಹೆಚ್ಚಾಗಲಿದೆ ಎಂದು ಆರೋಪಿಸಿದರು. ಶಾಸಕರು ಗ್ರಾಮಸ್ಥರ ಮನವೊಲಿಸಿ ಸಮಸ್ಯೆ ಬಗೆಹರಿಸುವ ಭರವಸೆ ನೀಡಿದರು.: [30, 713, 205, 766]
brand-logo: [738, 30, 978, 90]
meeting-photo: [686, 830, 816, 926]
max-temp: ಗರಿಷ್ಠ 32°: [560, 34, 598, 68]
story-body: ಇತ್ತೀಚಿನ ದಿನಗಳಲ್ಲಿ ಬೇಸಾಯ ದುಬಾರಿಯಾಗಿದ್ದು, ರೈತರು ಆಧುನಿಕ ಕೃಷಿ ಪದ್ಧತಿ ಅಳವಡಿಸಿಕೊಳ್ಳಬೇಕು. ಕೃಷಿ ಇಲಾಖೆ ಅಧಿಕಾರಿಗಳು, ವಿಯಯಕುಮಾರ್, ಎ.ಡಿ.ಒ ಮಧುಸೂದನ್, ನಾಗರಾಜು, ಶಂಕರ್ ಇದ್ದರು.: [826, 1021, 970, 1063]
